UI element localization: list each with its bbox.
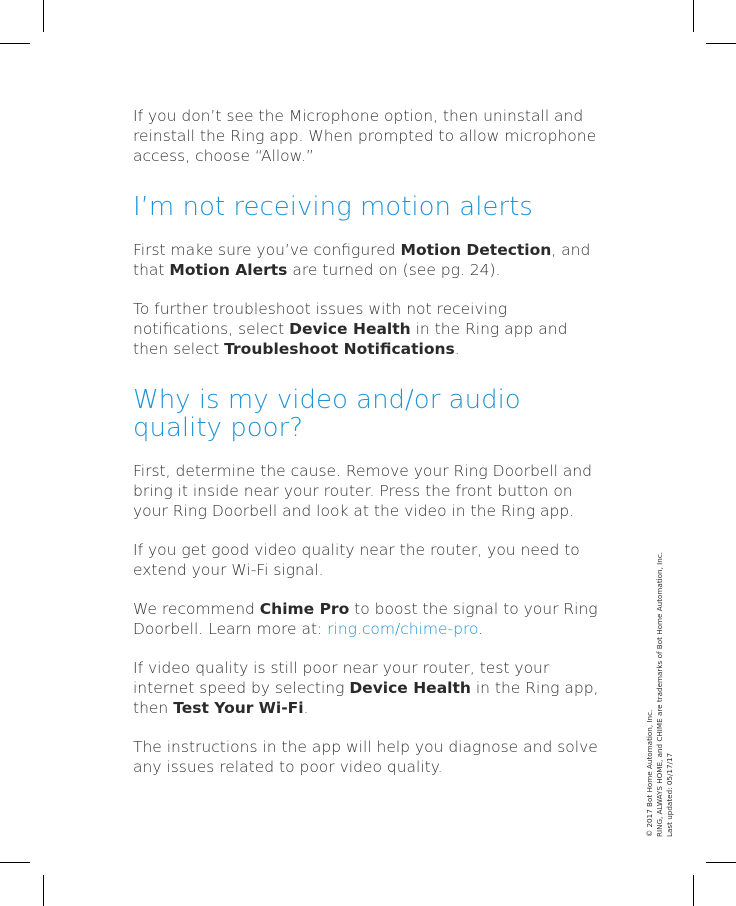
heading-motion-alerts: I’m not receiving motion alerts [133, 192, 533, 222]
text: in the Ring app and then select [133, 320, 568, 358]
video-quality-paragraph-2: If you get good video quality near the router, you need to extend your Wi-Fi signal. [133, 541, 580, 579]
troubleshoot-notifications-term: Troubleshoot Notifications [224, 340, 455, 358]
last-updated-line: Last updated: 05/17/17 [665, 752, 674, 837]
crop-mark-top-left-horizontal [0, 43, 30, 44]
intro-paragraph: If you don’t see the Microphone option, then uninstall and reinstall the Ring app. When prompted to allow microphone access, choose “Allow.” [133, 107, 597, 165]
text: in the Ring app, then [133, 679, 599, 717]
crop-mark-top-left-vertical [43, 0, 44, 32]
video-quality-paragraph-1: First, determine the cause. Remove your Ring Doorbell and bring it inside near your router. Press the front button on your Ring Doorbell and look at the video in the Ring app. [133, 462, 593, 520]
text: . [303, 699, 309, 717]
legal-notice [645, 552, 675, 837]
crop-mark-bottom-left-horizontal [0, 862, 30, 863]
text: to boost the signal to your Ring Doorbell. Learn more at: [133, 600, 598, 638]
text: are turned on (see pg. 24). [287, 261, 501, 279]
text: . [478, 620, 484, 638]
crop-mark-top-right-horizontal [706, 43, 736, 44]
device-health-term: Device Health [289, 320, 411, 338]
text: We recommend [133, 600, 260, 618]
trademark-line: RING, ALWAYS HOME, and CHIME are trademarks of Bot Home Automation, Inc. [655, 551, 664, 837]
motion-alerts-paragraph-2 [133, 299, 603, 359]
heading-video-quality: Why is my video and/or audio quality poor? [133, 385, 521, 443]
video-quality-paragraph-5: The instructions in the app will help you diagnose and solve any issues related to poor video quality. [133, 738, 598, 776]
text: , and that [133, 241, 591, 279]
chime-pro-term: Chime Pro [259, 600, 350, 618]
text: . [454, 340, 460, 358]
motion-alerts-paragraph-1 [133, 240, 603, 280]
copyright-line: © 2017 Bot Home Automation, Inc. [645, 709, 654, 837]
motion-detection-term: Motion Detection [400, 241, 552, 259]
test-wifi-term: Test Your Wi-Fi [173, 699, 304, 717]
video-quality-paragraph-4 [133, 658, 603, 718]
page-content [133, 106, 603, 777]
device-health-term: Device Health [349, 679, 471, 697]
text: First make sure you’ve configured [133, 241, 401, 259]
crop-mark-bottom-right-vertical [693, 875, 694, 906]
crop-mark-bottom-left-vertical [43, 875, 44, 906]
text: To further troubleshoot issues with not receiving notifications, select [133, 300, 508, 338]
text: If video quality is still poor near your router, test your internet speed by selecting [133, 659, 550, 697]
video-quality-paragraph-3 [133, 599, 603, 639]
motion-alerts-term: Motion Alerts [169, 261, 288, 279]
crop-mark-top-right-vertical [693, 0, 694, 32]
crop-mark-bottom-right-horizontal [706, 862, 736, 863]
chime-pro-link[interactable]: ring.com/chime-pro [327, 620, 479, 638]
